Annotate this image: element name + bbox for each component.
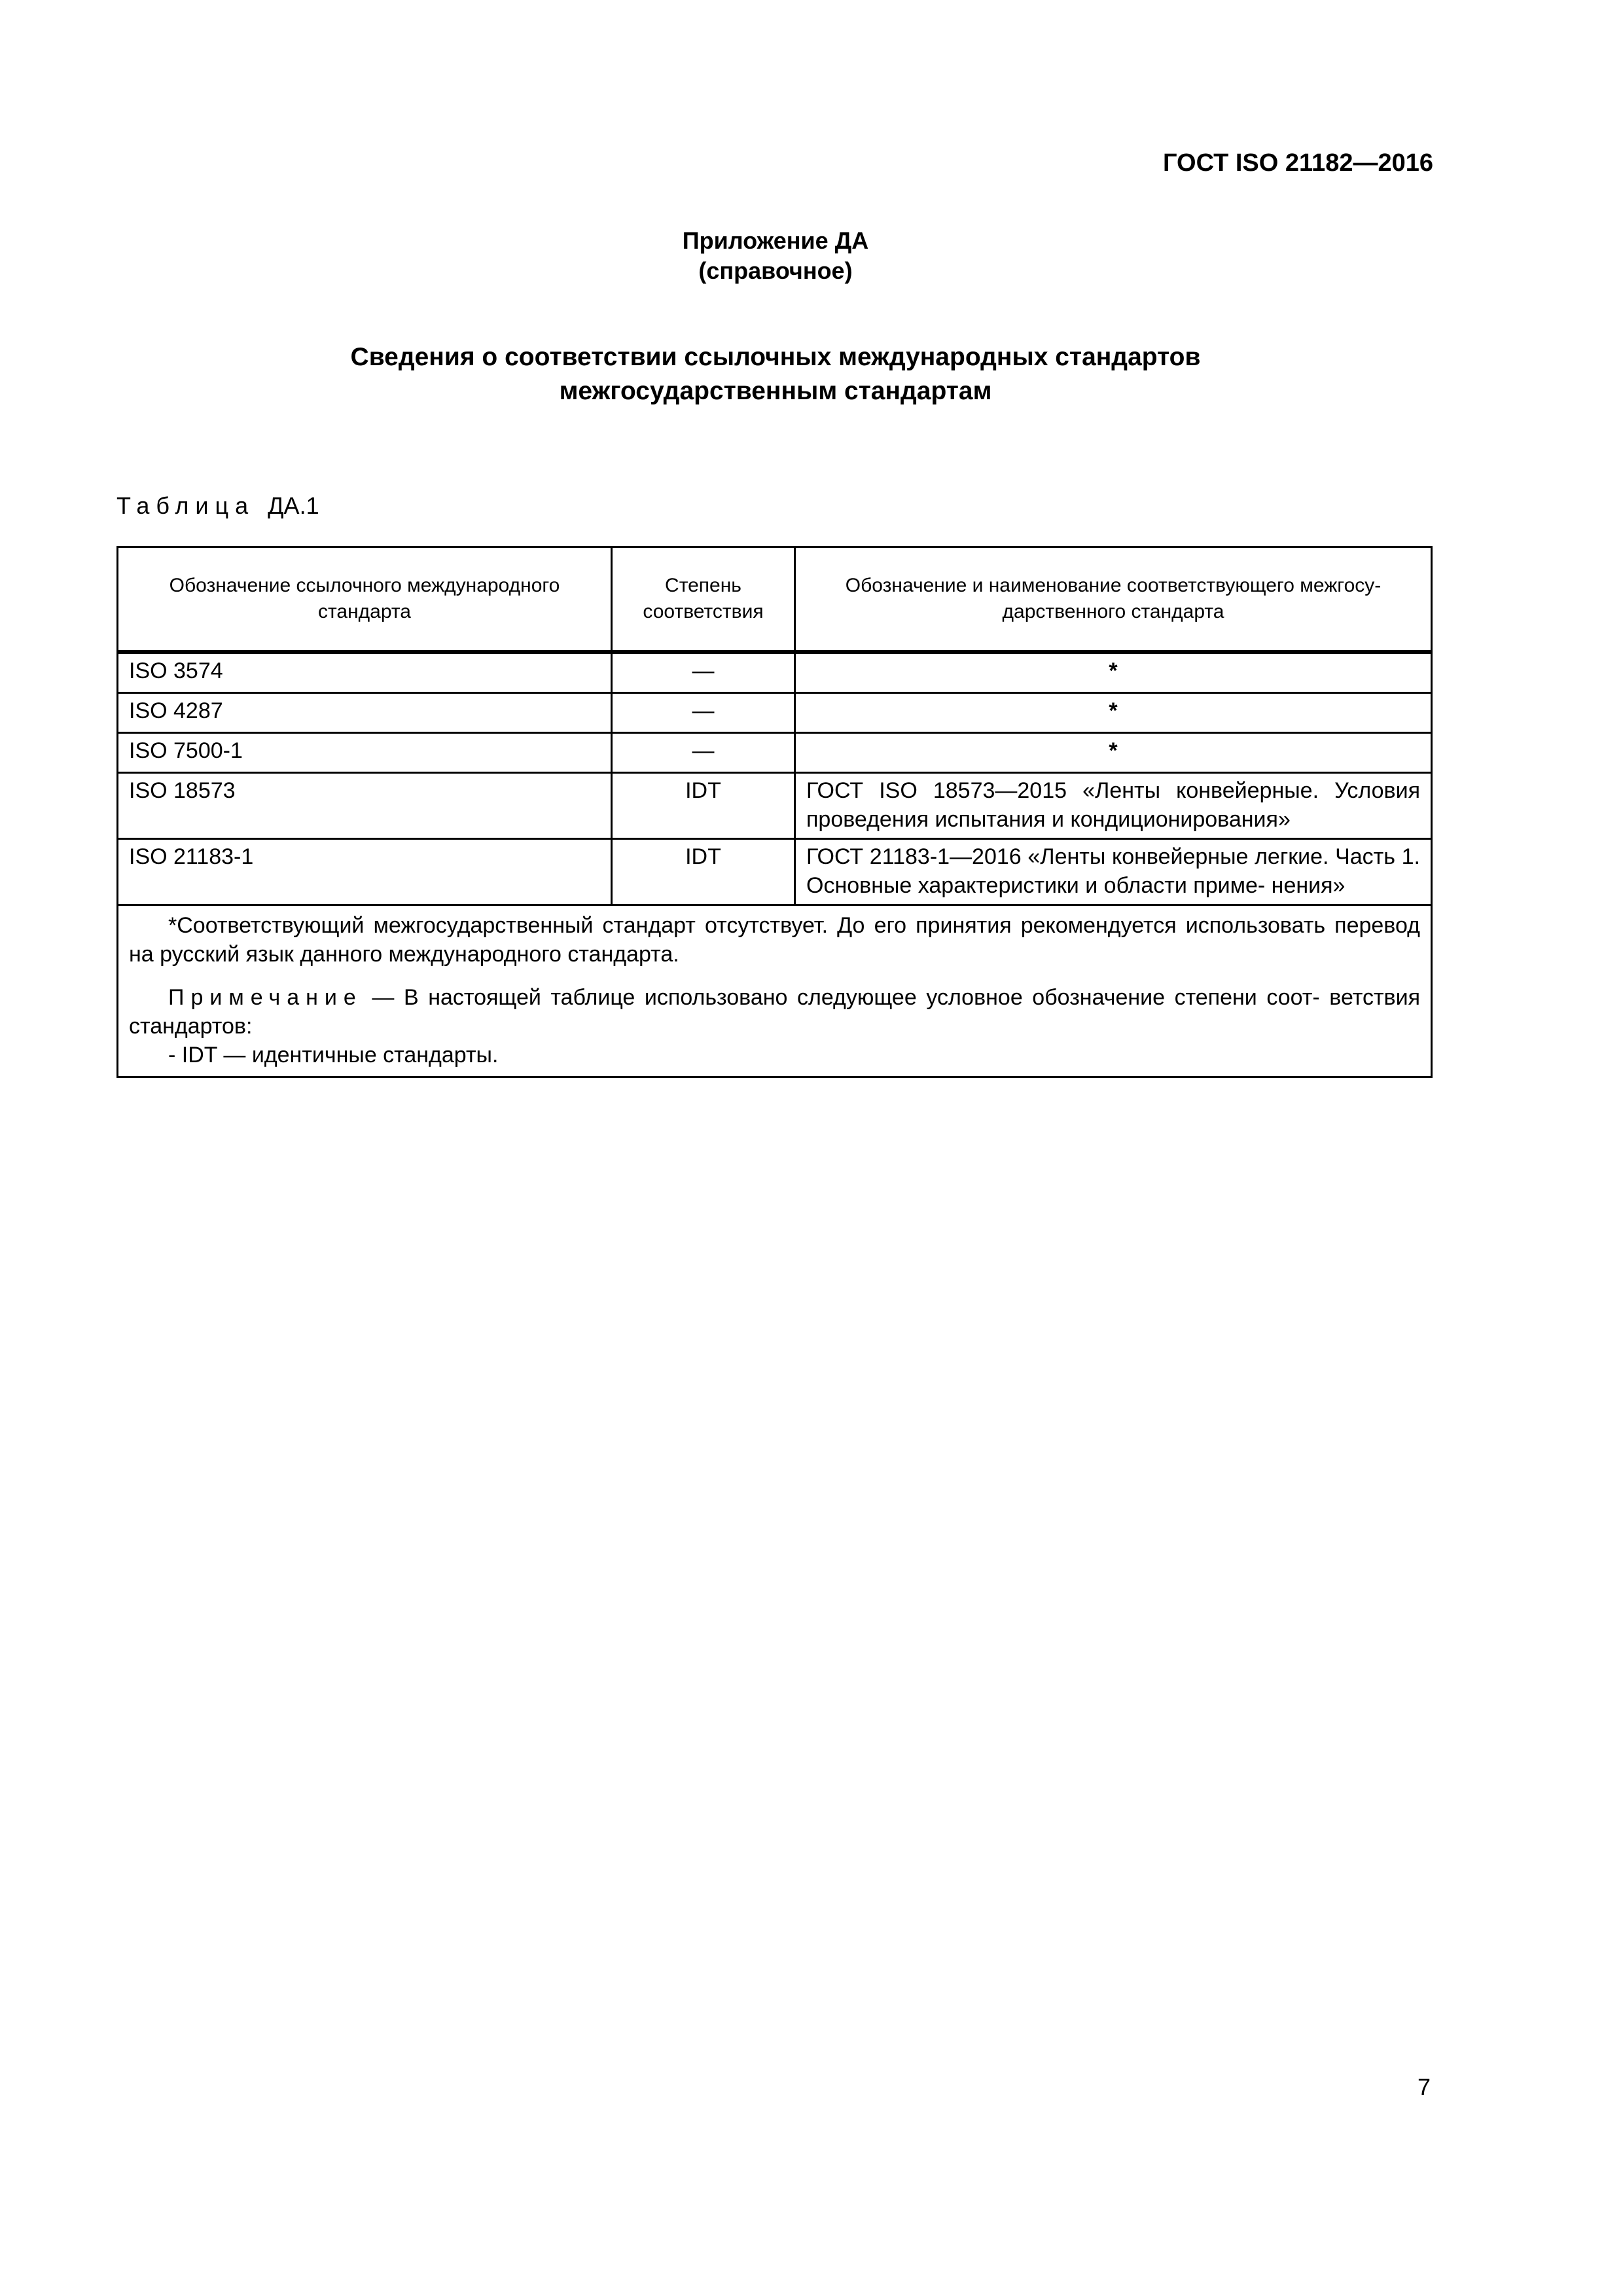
footnote-text: *Соответствующий межгосударственный стандарт отсутствует. До его принятия рекомендуется использовать перевод на русский язык данного международного стандарта.	[129, 913, 1420, 967]
cell-interstate-standard: *	[795, 653, 1432, 693]
document-designation: ГОСТ ISO 21182—2016	[1163, 149, 1433, 177]
header-degree-of-conformity: Степень соответствия	[612, 547, 795, 651]
table-row	[118, 653, 1432, 693]
remark-item: - IDT — идентичные стандарты.	[168, 1043, 499, 1067]
cell-degree: IDT	[612, 839, 795, 905]
table-row	[118, 693, 1432, 733]
cell-reference-standard: ISO 4287	[118, 693, 612, 733]
cell-interstate-standard: ГОСТ 21183-1—2016 «Ленты конвейерные легкие. Часть 1. Основные характеристики и области приме- нения»	[795, 839, 1432, 905]
table-notes	[118, 905, 1432, 1077]
table-caption-label: Таблица	[116, 492, 255, 519]
table-row	[118, 733, 1432, 773]
header-interstate-standard: Обозначение и наименование соответствующего межгосу- дарственного стандарта	[795, 547, 1432, 651]
cell-reference-standard: ISO 7500-1	[118, 733, 612, 773]
standards-correspondence-table	[116, 546, 1433, 1078]
table-row	[118, 839, 1432, 905]
section-title-line-1: Сведения о соответствии ссылочных международных стандартов	[350, 343, 1201, 371]
cell-reference-standard: ISO 21183-1	[118, 839, 612, 905]
header-reference-standard: Обозначение ссылочного международного стандарта	[118, 547, 612, 651]
table-header-row	[118, 547, 1432, 651]
cell-degree: —	[612, 653, 795, 693]
remark-label: Примечание	[168, 985, 363, 1010]
cell-interstate-standard: ГОСТ ISO 18573—2015 «Ленты конвейерные. Условия проведения испытания и кондиционирования»	[795, 773, 1432, 839]
table-footer-row	[118, 905, 1432, 1077]
table-caption	[116, 492, 319, 520]
cell-reference-standard: ISO 3574	[118, 653, 612, 693]
cell-reference-standard: ISO 18573	[118, 773, 612, 839]
appendix-label: Приложение ДА	[682, 227, 869, 254]
page-number: 7	[1417, 2073, 1431, 2100]
cell-interstate-standard: *	[795, 733, 1432, 773]
cell-degree: —	[612, 693, 795, 733]
remark-text: — В настоящей таблице использовано следующее условное обозначение степени соот- ветствия стандартов:	[129, 985, 1420, 1039]
cell-degree: —	[612, 733, 795, 773]
table-row	[118, 773, 1432, 839]
appendix-type: (справочное)	[698, 257, 853, 284]
remark	[129, 983, 1420, 1041]
table-caption-number: ДА.1	[268, 492, 319, 519]
section-title-line-2: межгосударственным стандартам	[559, 377, 992, 405]
cell-degree: IDT	[612, 773, 795, 839]
cell-interstate-standard: *	[795, 693, 1432, 733]
